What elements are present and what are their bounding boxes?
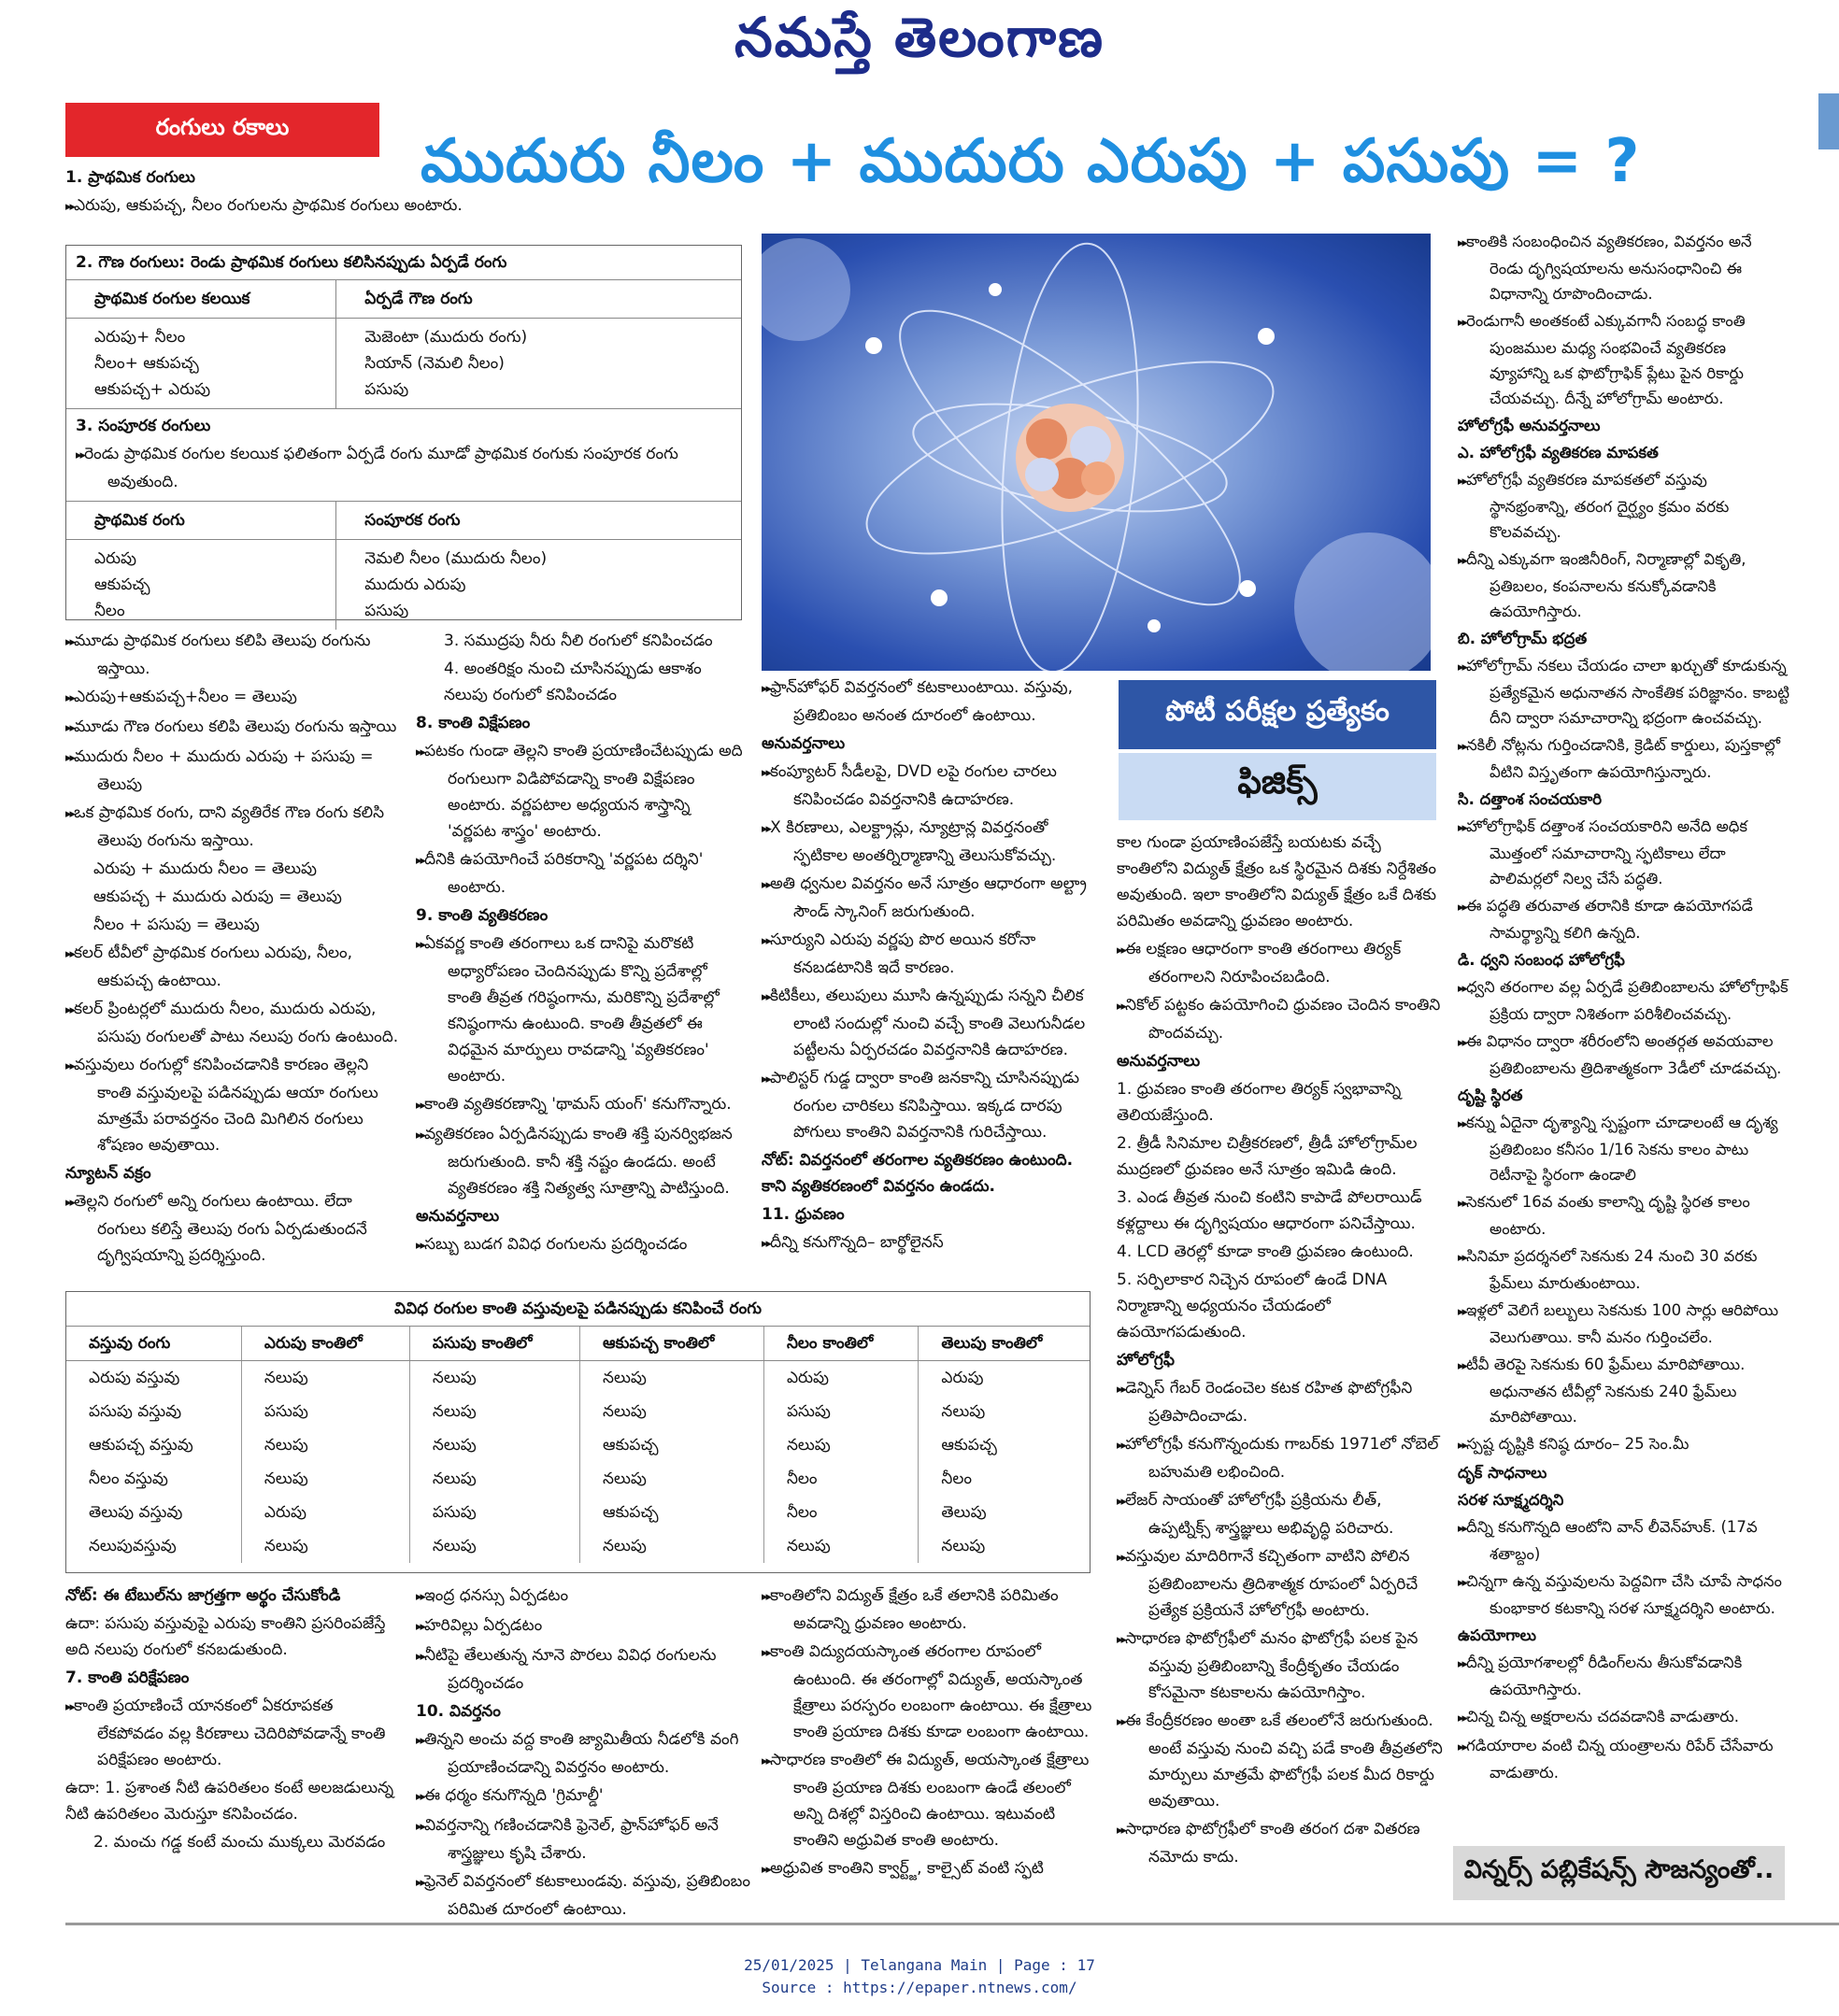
light-color-table [65, 1291, 1091, 1573]
section-title: 7. కాంతి పరిక్షేపణం [65, 1668, 190, 1687]
sec-h2: ఏర్పడే గౌణ రంగు [336, 280, 741, 319]
example: ఉదా: 1. ప్రశాంత నీటి ఉపరితలం కంటే అలజడులున్న నీటి ఉపరితలం మెరుస్తూ కనిపించడం. [65, 1779, 394, 1824]
table-cell: నీలం వస్తువు [89, 1469, 168, 1488]
sub-title: సరళ సూక్ష్మదర్శిని [1458, 1491, 1564, 1509]
table-cell: నీలం [763, 1462, 918, 1496]
primary-colors [65, 164, 738, 222]
comp-h1: ప్రాథమిక రంగు [66, 502, 336, 540]
list-item: 3. ఎండ తీవ్రత నుంచి కంటిని కాపాడే పోలరాయిడ్ కళ్లద్దాలు ఈ దృగ్విషయం ఆధారంగా పనిచేస్తాయి. [1117, 1188, 1422, 1233]
bullet: ▸▸ తెల్లని రంగులో అన్ని రంగులు ఉంటాయి. లేదా రంగులు కలిస్తే తెలుపు రంగు ఏర్పడుతుందనే దృగ్విషయాన్ని ప్రదర్శిస్తుంది. [65, 1188, 402, 1269]
column-3 [762, 674, 1098, 1259]
bullet: ▸▸ హోలోగ్రఫీ వ్యతికరణ మాపకతలో వస్తువు స్థానభ్రంశాన్ని, తరంగ దైర్ఘ్యం క్రమం వరకు కొలవవచ్చు. [1458, 467, 1789, 545]
table-cell: నలుపు [409, 1395, 579, 1428]
table-cell: నలుపు [580, 1361, 764, 1396]
comp-h2: సంపూరక రంగు [336, 502, 741, 540]
atom-graphic [762, 234, 1431, 671]
complementary [66, 408, 741, 501]
secondary-title: 2. గౌణ రంగులు: రెండు ప్రాథమిక రంగులు కలిసినప్పుడు ఏర్పడే రంగు [66, 246, 741, 280]
section-title: 9. కాంతి వ్యతికరణం [416, 906, 549, 925]
table-cell: నలుపువస్తువు [89, 1537, 177, 1555]
bullet: ▸▸ గడియారాల వంటి చిన్న యంత్రాలను రిపేర్ చేసేవారు వాడుతారు. [1458, 1733, 1789, 1785]
bullet: ▸▸ మూడు ప్రాథమిక రంగులు కలిపి తెలుపు రంగును ఇస్తాయి. [65, 628, 402, 682]
table-cell: పసుపు [241, 1395, 409, 1428]
bullet: ▸▸ కిటికీలు, తలుపులు మూసి ఉన్నప్పుడు సన్నని చీలిక లాంటి సందుల్లో నుంచి వచ్చే కాంతి వెలుగునీడల పట్టీలను ఏర్పరచడం వివర్తనానికి ఉదాహరణ. [762, 983, 1098, 1063]
bullet: ▸▸ సెకనులో 16వ వంతు కాలాన్ని దృష్టి స్థిరత కాలం అంటారు. [1458, 1189, 1789, 1242]
headline: ముదురు నీలం + ముదురు ఎరుపు + పసుపు = ? [421, 127, 1641, 196]
sec-col1: ఎరుపు+ నీలం నీలం+ ఆకుపచ్చ ఆకుపచ్చ+ ఎరుపు [94, 328, 211, 399]
atom-illustration [762, 234, 1431, 671]
bullet: ▸▸ ముదురు నీలం + ముదురు ఎరుపు + పసుపు = తెలుపు [65, 744, 402, 798]
bullet: ▸▸ చిన్నగా ఉన్న వస్తువులను పెద్దవిగా చేసి చూపే సాధనం కుంభాకార కటకాన్ని సరళ సూక్ష్మదర్శిని అంటారు. [1458, 1569, 1789, 1621]
bullet: ▸▸ హోలోగ్రఫీ కనుగొన్నందుకు గాబర్‌కు 1971లో నోబెల్ బహుమతి లభించింది. [1117, 1431, 1444, 1485]
table-cell: నలుపు [409, 1529, 579, 1563]
bullet: ▸▸ అతి ధ్వనుల వివర్తనం అనే సూత్రం ఆధారంగా అల్ట్రా సౌండ్ స్కానింగ్ జరుగుతుంది. [762, 871, 1098, 925]
table-row [66, 1361, 1090, 1396]
column-5 [1458, 229, 1789, 1787]
comp-col2: నెమలి నీలం (ముదురు నీలం) ముదురు ఎరుపు పసుపు [336, 540, 741, 631]
middle-column [416, 628, 743, 1261]
table-cell: నలుపు [580, 1462, 764, 1496]
bottom-middle [416, 1583, 752, 1924]
table-cell: నలుపు [763, 1529, 918, 1563]
sub-title: ఉపయోగాలు [1458, 1626, 1537, 1644]
section-title: 8. కాంతి విక్షేపణం [416, 714, 531, 732]
table-cell: నలుపు [580, 1529, 764, 1563]
table-cell: ఆకుపచ్చ వస్తువు [89, 1436, 193, 1455]
example: ఉదా: పసుపు వస్తువుపై ఎరుపు కాంతిని ప్రసరింపజేస్తే అది నలుపు రంగులో కనబడుతుంది. [65, 1614, 386, 1659]
bottom-left [65, 1583, 402, 1857]
footer-date: 25/01/2025 | Telangana Main | Page : 17 [744, 1956, 1095, 1974]
table-cell: ఆకుపచ్చ [580, 1496, 764, 1529]
bullet: ▸▸ కంప్యూటర్ సీడీలపై, DVD లపై రంగుల చారలు కనిపించడం వివర్తనానికి ఉదాహరణ. [762, 759, 1098, 813]
equation: ఆకుపచ్చ + ముదురు ఎరుపు = తెలుపు [93, 887, 342, 906]
table-title: వివిధ రంగుల కాంతి వస్తువులపై పడినప్పుడు కనిపించే రంగు [66, 1292, 1090, 1327]
bullet: ▸▸ కాంతి ప్రయాణించే యానకంలో ఏకరూపకత లేకపోవడం వల్ల కిరణాలు చెదిరిపోవడాన్నే కాంతి పరిక్షేపణం అంటారు. [65, 1693, 402, 1773]
table-cell: ఆకుపచ్చ [580, 1428, 764, 1462]
bullet: ▸▸ సాధారణ కాంతిలో ఈ విద్యుత్, అయస్కాంత క్షేత్రాలు కాంతి ప్రయాణ దిశకు లంబంగా ఉండే తలంలో అన్ని దిశల్లో విస్తరించి ఉంటాయి. ఇటువంటి కాంతిని అధ్రువిత కాంతి అంటారు. [762, 1747, 1098, 1853]
list-item: 3. సముద్రపు నీరు నీలి రంగులో కనిపించడం [444, 632, 713, 650]
bullet: ▸▸ ఫ్రాన్‌హోఫర్ వివర్తనంలో కటకాలుంటాయి. వస్తువు, ప్రతిబింబం అనంత దూరంలో ఉంటాయి. [762, 674, 1098, 729]
bullet: ▸▸ దీన్ని కనుగొన్నది ఆంటోని వాన్ లీవెన్‌హుక్. (17వ శతాబ్దం) [1458, 1514, 1789, 1567]
table-cell: నలుపు [763, 1428, 918, 1462]
left-column [65, 628, 402, 1271]
bullet: ▸▸ ఏకవర్ణ కాంతి తరంగాలు ఒక దానిపై మరొకటి అధ్యారోపణం చెందినప్పుడు కొన్ని ప్రదేశాల్లో కాంతి తీవ్రత గరిష్ఠంగాను, మరికొన్ని ప్రదేశాల్లో కనిష్ఠంగాను ఉంటుంది. కాంతి తీవ్రతలో ఈ విధమైన మార్పులు రావడాన్ని 'వ్యతికరణం' అంటారు. [416, 930, 743, 1089]
exam-special-banner: పోటీ పరీక్షల ప్రత్యేకం [1119, 680, 1436, 749]
bottom-right [762, 1583, 1098, 1885]
bullet: ▸▸ నకిలీ నోట్లను గుర్తించడానికి, క్రెడిట్ కార్డులు, పుస్తకాల్లో వీటిని విస్తృతంగా ఉపయోగిస్తున్నారు. [1458, 732, 1789, 785]
bullet: ▸▸ ఒక ప్రాథమిక రంగు, దాని వ్యతిరేక గౌణ రంగు కలిసి తెలుపు రంగును ఇస్తాయి. [65, 800, 402, 854]
table-cell: నలుపు [241, 1361, 409, 1396]
table-cell: నలుపు [580, 1395, 764, 1428]
table-cell: నలుపు [919, 1395, 1090, 1428]
note: నోట్: ఈ టేబుల్‌ను జాగ్రత్తగా అర్థం చేసుకోండి [65, 1586, 341, 1605]
bullet: ▸▸ లేజర్ సాయంతో హోలోగ్రఫీ ప్రక్రియను లీత్, ఉప్పట్నిక్స్ శాస్త్రజ్ఞులు అభివృద్ధి పరిచారు. [1117, 1487, 1444, 1541]
masthead: నమస్తే తెలంగాణ [734, 6, 1105, 69]
comp-text: ▸▸ రెండు ప్రాథమిక రంగుల కలయిక ఫలితంగా ఏర్పడే రంగు మూడో ప్రాథమిక రంగుకు సంపూరక రంగు అవుతుంది. [76, 441, 732, 495]
table-row [66, 1496, 1090, 1529]
bullet: ▸▸ ఇళ్లలో వెలిగే బల్బులు సెకనుకు 100 సార్లు ఆరిపోయి వెలుగుతాయి. కానీ మనం గుర్తించలేం. [1458, 1298, 1789, 1350]
table-cell: నలుపు [409, 1462, 579, 1496]
section-title: హోలోగ్రఫీ [1117, 1351, 1175, 1370]
bullet: ▸▸ వివర్తనాన్ని గణించడానికి ఫ్రెనెల్, ఫ్రాన్‌హోఫర్ అనే శాస్త్రజ్ఞులు కృషి చేశారు. [416, 1812, 752, 1867]
color-results-table [66, 1327, 1090, 1563]
table-cell: నలుపు [409, 1428, 579, 1462]
primary-text: ▸▸ ఎరుపు, ఆకుపచ్చ, నీలం రంగులను ప్రాథమిక రంగులు అంటారు. [65, 192, 738, 220]
bullet: ▸▸ సాధారణ ఫొటోగ్రఫీలో మనం ఫొటోగ్రఫీ పలక పైన వస్తువు ప్రతిబింబాన్ని కేంద్రీకృతం చేయడం కోసమైనా కటకాలను ఉపయోగిస్తాం. [1117, 1626, 1444, 1706]
table-row [66, 1395, 1090, 1428]
bullet: ▸▸ రెండుగానీ అంతకంటే ఎక్కువగానీ సంబద్ధ కాంతి పుంజముల మధ్య సంభవించే వ్యతికరణ వ్యూహాన్ని ఒక ఫొటోగ్రాఫిక్ ప్లేటు పైన రికార్డు చేయవచ్చు. దీన్నే హోలోగ్రామ్ అంటారు. [1458, 308, 1789, 411]
bullet: ▸▸ టీవీ తెరపై సెకనుకు 60 ఫ్రేమ్‌లు మారిపోతాయి. అధునాతన టీవీల్లో సెకనుకు 240 ఫ్రేమ్‌లు మారిపోతాయి. [1458, 1352, 1789, 1429]
bullet: ▸▸ నికోల్ పట్టకం ఉపయోగించి ధ్రువణం చెందిన కాంతిని పొందవచ్చు. [1117, 992, 1444, 1046]
comp-table [66, 501, 741, 630]
table-cell: ఎరుపు వస్తువు [89, 1369, 180, 1387]
primary-title: 1. ప్రాథమిక రంగులు [65, 168, 195, 187]
section-title: అనువర్తనాలు [762, 734, 846, 753]
subject-banner: ఫిజిక్స్ [1119, 753, 1436, 820]
sec-h1: ప్రాథమిక రంగుల కలయిక [66, 280, 336, 319]
sub-title: సి. దత్తాంశ సంచయకారి [1458, 790, 1603, 808]
bullet: ▸▸ పాలిస్టర్ గుడ్డ ద్వారా కాంతి జనకాన్ని చూసినప్పుడు రంగుల చారికలు కనిపిస్తాయి. ఇక్కడ దారపు పోగులు కాంతిని వివర్తనానికి గురిచేస్తాయి. [762, 1065, 1098, 1145]
bullet: ▸▸ అధ్రువిత కాంతిని క్వార్ట్జ్, కాల్సైట్ వంటి స్ఫటి [762, 1855, 1098, 1883]
bullet: ▸▸ ధ్వని తరంగాల వల్ల ఏర్పడే ప్రతిబింబాలను హోలోగ్రాఫిక్ ప్రక్రియ ద్వారా నిశితంగా పరిశీలించవచ్చు. [1458, 974, 1789, 1027]
bullet: ▸▸ వస్తువులు రంగుల్లో కనిపించడానికి కారణం తెల్లని కాంతి వస్తువులపై పడినప్పుడు ఆయా రంగులు మాత్రమే పరావర్తనం చెంది మిగిలిన రంగులు శోషణం అవుతాయి. [65, 1052, 402, 1158]
table-row [66, 1529, 1090, 1563]
list-item: 5. సర్పిలాకార నిచ్చెన రూపంలో ఉండే DNA నిర్మాణాన్ని అధ్యయనం చేయడంలో ఉపయోగపడుతుంది. [1117, 1271, 1388, 1342]
paragraph: కాల గుండా ప్రయాణింపజేస్తే బయటకు వచ్చే కాంతిలోని విద్యుత్ క్షేత్రం ఒక స్థిరమైన దిశకు నిర్దేశితం అవుతుంది. ఇలా కాంతిలోని విద్యుత్ క్షేత్రం ఒకే దిశకు పరిమితం అవడాన్ని ధ్రువణం అంటారు. [1117, 833, 1437, 930]
secondary-table [66, 280, 741, 408]
table-cell: నలుపు [241, 1428, 409, 1462]
bullet: ▸▸ కలర్ ప్రింటర్లలో ముదురు నీలం, ముదురు ఎరుపు, పసుపు రంగులతో పాటు నలుపు రంగు ఉంటుంది. [65, 996, 402, 1050]
bullet: ▸▸ దీనికి ఉపయోగించే పరికరాన్ని 'వర్ణపట దర్శిని' అంటారు. [416, 846, 743, 901]
adjacent-page-edge [1818, 93, 1839, 149]
bullet: ▸▸ నీటిపై తేలుతున్న నూనె పొరలు వివిధ రంగులను ప్రదర్శించడం [416, 1642, 752, 1697]
bullet: ▸▸ కలర్ టీవీలో ప్రాథమిక రంగులు ఎరుపు, నీలం, ఆకుపచ్చ ఉంటాయి. [65, 940, 402, 994]
bullet: ▸▸ దీన్ని ప్రయోగశాలల్లో రీడింగ్‌లను తీసుకోవడానికి ఉపయోగిస్తారు. [1458, 1650, 1789, 1702]
equation: నీలం + పసుపు = తెలుపు [93, 916, 260, 934]
table-row [66, 1462, 1090, 1496]
comp-title: 3. సంపూరక రంగులు [76, 417, 211, 435]
bullet: ▸▸ ఈ పద్ధతి తరువాత తరానికి కూడా ఉపయోగపడే సామర్థ్యాన్ని కలిగి ఉన్నది. [1458, 893, 1789, 945]
bullet: ▸▸ వ్యతికరణం ఏర్పడినప్పుడు కాంతి శక్తి పునర్విభజన జరుగుతుంది. కానీ శక్తి నష్టం ఉండదు. అంటే వ్యతికరణం శక్తి నిత్యత్వ సూత్రాన్ని పాటిస్తుంది. [416, 1121, 743, 1201]
bullet: ▸▸ ఈ లక్షణం ఆధారంగా కాంతి తరంగాలు తిర్యక్ తరంగాలని నిరూపించబడింది. [1117, 936, 1444, 990]
section-title: 11. ధ్రువణం [762, 1205, 845, 1224]
section-title: దృక్ సాధనాలు [1458, 1464, 1547, 1482]
table-header-row: వస్తువు రంగు ఎరుపు కాంతిలో పసుపు కాంతిలో ఆకుపచ్చ కాంతిలో నీలం కాంతిలో తెలుపు కాంతిలో [66, 1327, 1090, 1361]
table-row [66, 1428, 1090, 1462]
bullet: ▸▸ సాధారణ ఫొటోగ్రఫీలో కాంతి తరంగ దశా వితరణ నమోదు కాదు. [1117, 1816, 1444, 1870]
bullet: ▸▸ ఈ విధానం ద్వారా శరీరంలోని అంతర్గత అవయవాల ప్రతిబింబాలను త్రిదిశాత్మకంగా 3డీలో చూడవచ్చు. [1458, 1029, 1789, 1081]
example: 2. మంచు గడ్డ కంటే మంచు ముక్కలు మెరవడం [93, 1833, 386, 1852]
bullet: ▸▸ డెన్నిస్ గేబర్ రెండంచెల కటక రహిత ఫొటోగ్రఫీని ప్రతిపాదించాడు. [1117, 1375, 1444, 1429]
bullet: ▸▸ దీన్ని ఎక్కువగా ఇంజినీరింగ్, నిర్మాణాల్లో వికృతి, ప్రతిబలం, కంపనాలను కనుక్కోవడానికి ఉపయోగిస్తారు. [1458, 547, 1789, 624]
list-item: 4. LCD తెరల్లో కూడా కాంతి ధ్రువణం ఉంటుంది. [1117, 1242, 1414, 1261]
table-cell: పసుపు వస్తువు [89, 1402, 182, 1421]
comp-col1: ఎరుపు ఆకుపచ్చ నీలం [94, 549, 150, 620]
bullet: ▸▸ పటకం గుండా తెల్లని కాంతి ప్రయాణించేటప్పుడు అది రంగులుగా విడిపోవడాన్ని కాంతి విక్షేపణం అంటారు. వర్ణపటాల అధ్యయన శాస్త్రాన్ని 'వర్ణపట శాస్త్రం' అంటారు. [416, 738, 743, 845]
bullet: ▸▸ ఫ్రెనెల్ వివర్తనంలో కటకాలుండవు. వస్తువు, ప్రతిబింబం పరిమిత దూరంలో ఉంటాయి. [416, 1868, 752, 1923]
credit-box: విన్నర్స్ పబ్లికేషన్స్ సౌజన్యంతో.. [1453, 1846, 1785, 1900]
bullet: ▸▸ దీన్ని కనుగొన్నది– బార్థోలైనస్ [762, 1229, 1098, 1257]
table-cell: నీలం [919, 1462, 1090, 1496]
bullet: ▸▸ ఎరుపు+ఆకుపచ్చ+నీలం = తెలుపు [65, 684, 402, 712]
table-cell: ఎరుపు [763, 1361, 918, 1396]
bullet: ▸▸ సూర్యుని ఎరుపు వర్ణపు పొర అయిన కరోనా కనబడటానికి ఇదే కారణం. [762, 927, 1098, 981]
sub-title: బి. హోలోగ్రామ్ భద్రత [1458, 630, 1588, 647]
section-title: అనువర్తనాలు [416, 1207, 500, 1226]
table-cell: ఎరుపు [241, 1496, 409, 1529]
section-title: 10. వివర్తనం [416, 1702, 501, 1721]
section-tag: రంగులు రకాలు [65, 103, 379, 157]
section-title: దృష్టి స్థిరత [1458, 1086, 1523, 1104]
list-item: 4. అంతరిక్షం నుంచి చూసినప్పుడు ఆకాశం నలుపు రంగులో కనిపించడం [444, 660, 702, 704]
newton-title: న్యూటన్ వక్రం [65, 1164, 151, 1183]
sub-title: డి. ధ్వని సంబంధ హోలోగ్రఫీ [1458, 951, 1625, 969]
bullet: ▸▸ తిన్నని అంచు వద్ద కాంతి జ్యామితీయ నీడలోకి వంగి ప్రయాణించడాన్ని వివర్తనం అంటారు. [416, 1726, 752, 1781]
bullet: ▸▸ ఈ కేంద్రీకరణం అంతా ఒకే తలంలోనే జరుగుతుంది. అంటే వస్తువు నుంచి వచ్చి పడే కాంతి తీవ్రతలోని మార్పులు మాత్రమే ఫొటోగ్రఫీ పలక మీద రికార్డు అవుతాయి. [1117, 1708, 1444, 1814]
table-cell: తెలుపు [919, 1496, 1090, 1529]
bullet: ▸▸ మూడు గౌణ రంగులు కలిపి తెలుపు రంగును ఇస్తాయి [65, 714, 402, 742]
bullet: ▸▸ హోలోగ్రాఫిక్ దత్తాంశ సంచయకారిని అనేది అధిక మొత్తంలో సమాచారాన్ని స్ఫటికాలు లేదా పాలిమర్లలో నిల్వ చేసే పద్ధతి. [1458, 814, 1789, 891]
list-item: 1. ధ్రువణం కాంతి తరంగాల తిర్యక్ స్వభావాన్ని తెలియజేస్తుంది. [1117, 1080, 1402, 1125]
note: నోట్: వివర్తనంలో తరంగాల వ్యతికరణం ఉంటుంది. కాని వ్యతికరణంలో వివర్తనం ఉండదు. [762, 1151, 1074, 1196]
bullet: ▸▸ కాంతికి సంబంధించిన వ్యతికరణం, వివర్తనం అనే రెండు దృగ్విషయాలను అనుసంధానించి ఈ విధానాన్ని రూపొందించాడు. [1458, 229, 1789, 306]
bullet: ▸▸ X కిరణాలు, ఎలక్ట్రాన్లు, న్యూట్రాన్ల వివర్తనంతో స్ఫటికాల అంతర్నిర్మాణాన్ని తెలుసుకోవచ్చు. [762, 815, 1098, 869]
color-table-box [65, 245, 742, 620]
table-cell: నలుపు [241, 1462, 409, 1496]
footer-source: Source : https://epaper.ntnews.com/ [762, 1979, 1077, 1996]
bullet: ▸▸ కాంతిలోని విద్యుత్ క్షేత్రం ఒకే తలానికి పరిమితం అవడాన్ని ధ్రువణం అంటారు. [762, 1583, 1098, 1637]
table-cell: పసుపు [409, 1496, 579, 1529]
bullet: ▸▸ సినిమా ప్రదర్శనలో సెకనుకు 24 నుంచి 30 వరకు ఫ్రేమ్‌లు మారుతుంటాయి. [1458, 1243, 1789, 1296]
table-cell: తెలుపు వస్తువు [89, 1503, 183, 1522]
bullet: ▸▸ హోలోగ్రామ్ నకలు చేయడం చాలా ఖర్చుతో కూడుకున్న ప్రత్యేకమైన అధునాతన సాంకేతిక పరిజ్ఞానం. కాబట్టి దీని ద్వారా సమాచారాన్ని భద్రంగా ఉంచవచ్చు. [1458, 653, 1789, 731]
footer-rule [65, 1923, 1839, 1925]
table-cell: నలుపు [409, 1361, 579, 1396]
table-cell: నీలం [763, 1496, 918, 1529]
table-cell: నలుపు [241, 1529, 409, 1563]
list-item: 2. త్రీడీ సినిమాల చిత్రీకరణలో, త్రీడీ హోలోగ్రామ్‌ల ముద్రణలో ధ్రువణం అనే సూత్రం ఇమిడి ఉంది. [1117, 1134, 1418, 1179]
bullet: ▸▸ చిన్న చిన్న అక్షరాలను చదవడానికి వాడుతారు. [1458, 1704, 1789, 1731]
table-cell: పసుపు [763, 1395, 918, 1428]
bullet: ▸▸ కన్ను ఏదైనా దృశ్యాన్ని స్పష్టంగా చూడాలంటే ఆ దృశ్య ప్రతిబింబం కనీసం 1/16 సెకను కాలం పాటు రెటీనాపై స్థిరంగా ఉండాలి [1458, 1110, 1789, 1187]
bullet: ▸▸ స్పష్ట దృష్టికి కనిష్ఠ దూరం– 25 సెం.మీ [1458, 1431, 1789, 1458]
equation: ఎరుపు + ముదురు నీలం = తెలుపు [93, 859, 317, 878]
table-cell: ఎరుపు [919, 1361, 1090, 1396]
bullet: ▸▸ ఇంద్ర ధనస్సు ఏర్పడటం [416, 1583, 752, 1611]
bullet: ▸▸ సబ్బు బుడగ వివిధ రంగులను ప్రదర్శించడం [416, 1231, 743, 1259]
bullet: ▸▸ కాంతి విద్యుదయస్కాంత తరంగాల రూపంలో ఉంటుంది. ఈ తరంగాల్లో విద్యుత్, అయస్కాంత క్షేత్రాలు పరస్పరం లంబంగా ఉంటాయి. ఈ క్షేత్రాలు కాంతి ప్రయాణ దిశకు కూడా లంబంగా ఉంటాయి. [762, 1639, 1098, 1745]
table-cell: నలుపు [919, 1529, 1090, 1563]
bullet: ▸▸ వస్తువుల మాదిరిగానే కచ్చితంగా వాటిని పోలిన ప్రతిబింబాలను త్రిదిశాత్మక రూపంలో ఏర్పరిచే ప్రత్యేక ప్రక్రియనే హోలోగ్రఫీ అంటారు. [1117, 1543, 1444, 1624]
bullet: ▸▸ హరివిల్లు ఏర్పడటం [416, 1612, 752, 1640]
sub-title: ఎ. హోలోగ్రఫీ వ్యతికరణ మాపకత [1458, 444, 1659, 461]
bullet: ▸▸ ఈ ధర్మం కనుగొన్నది 'గ్రిమాల్డీ' [416, 1782, 752, 1810]
column-4 [1117, 830, 1444, 1872]
section-title: అనువర్తనాలు [1117, 1052, 1201, 1071]
section-title: హోలోగ్రఫీ అనువర్తనాలు [1458, 417, 1601, 434]
sec-col2: మెజెంటా (ముదురు రంగు) సియాన్ (నెమలి నీలం) పసుపు [336, 319, 741, 409]
bullet: ▸▸ కాంతి వ్యతికరణాన్ని 'థామస్ యంగ్' కనుగొన్నారు. [416, 1091, 743, 1119]
table-cell: ఆకుపచ్చ [919, 1428, 1090, 1462]
